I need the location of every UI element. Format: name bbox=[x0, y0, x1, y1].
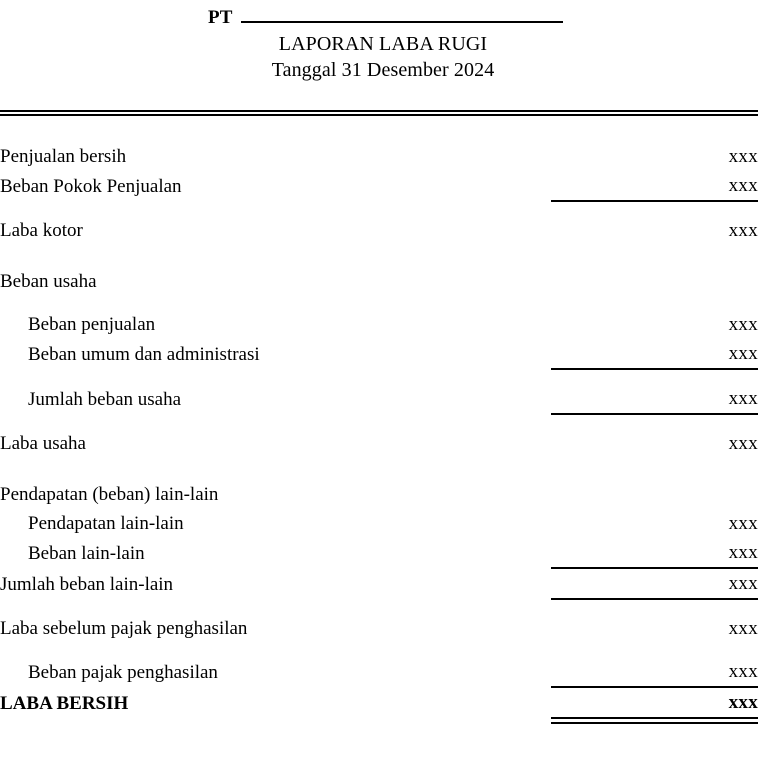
income-statement-table bbox=[0, 112, 758, 724]
spacer-row bbox=[0, 296, 758, 310]
line-item-amount: xxx bbox=[728, 692, 758, 713]
line-item-amount: xxx bbox=[728, 388, 758, 409]
company-name-line bbox=[208, 3, 563, 29]
line-item-amount bbox=[551, 267, 758, 296]
table-row bbox=[0, 171, 758, 201]
table-row bbox=[0, 267, 758, 296]
spacer-row bbox=[0, 370, 758, 384]
table-row bbox=[0, 310, 758, 339]
line-item-amount: xxx bbox=[728, 175, 758, 196]
spacer-row bbox=[0, 415, 758, 429]
line-item-amount: xxx bbox=[728, 618, 758, 639]
line-item-label: Beban umum dan administrasi bbox=[28, 344, 260, 365]
line-item-label: Laba kotor bbox=[0, 220, 83, 241]
table-row bbox=[0, 569, 758, 599]
line-item-amount bbox=[551, 480, 758, 509]
line-item-label: Jumlah beban lain-lain bbox=[0, 574, 174, 595]
line-item-label: LABA BERSIH bbox=[0, 693, 129, 714]
spacer-cell bbox=[0, 370, 758, 384]
line-item-amount: xxx bbox=[728, 343, 758, 364]
table-row bbox=[0, 509, 758, 538]
line-item-label: Penjualan bersih bbox=[0, 146, 127, 167]
line-item-amount: xxx bbox=[728, 146, 758, 167]
table-row bbox=[0, 480, 758, 509]
line-item-amount: xxx bbox=[728, 433, 758, 454]
line-item-amount: xxx bbox=[728, 513, 758, 534]
rule-left-spacer bbox=[0, 718, 551, 723]
line-item-amount: xxx bbox=[728, 661, 758, 682]
document-header bbox=[0, 0, 758, 112]
line-item-amount: xxx bbox=[728, 220, 758, 241]
line-item-amount: xxx bbox=[728, 542, 758, 563]
table-row bbox=[0, 142, 758, 171]
spacer-cell bbox=[0, 415, 758, 429]
page-title: LAPORAN LABA RUGI bbox=[278, 33, 488, 55]
spacer-row bbox=[0, 245, 758, 267]
spacer-row bbox=[0, 643, 758, 657]
table-row bbox=[0, 688, 758, 718]
company-prefix-label: PT bbox=[208, 7, 233, 28]
table-row bbox=[0, 216, 758, 245]
statement-rows bbox=[0, 112, 758, 723]
spacer-row bbox=[0, 458, 758, 480]
line-item-label: Laba sebelum pajak penghasilan bbox=[0, 618, 248, 639]
rule-segment bbox=[551, 718, 758, 723]
spacer-cell bbox=[0, 458, 758, 480]
table-row bbox=[0, 538, 758, 568]
statement-body bbox=[0, 112, 758, 724]
table-row bbox=[0, 384, 758, 414]
spacer-cell bbox=[0, 643, 758, 657]
line-item-label: Beban Pokok Penjualan bbox=[0, 176, 182, 197]
line-item-amount: xxx bbox=[728, 314, 758, 335]
spacer-cell bbox=[0, 600, 758, 614]
line-item-label: Beban pajak penghasilan bbox=[28, 662, 218, 683]
line-item-label: Pendapatan lain-lain bbox=[28, 513, 184, 534]
line-item-label: Beban penjualan bbox=[28, 314, 156, 335]
table-row bbox=[0, 339, 758, 369]
table-row bbox=[0, 429, 758, 458]
line-item-label: Beban usaha bbox=[0, 271, 97, 292]
line-item-label: Laba usaha bbox=[0, 433, 86, 454]
spacer-cell bbox=[0, 202, 758, 216]
spacer-cell bbox=[0, 112, 758, 142]
spacer-cell bbox=[0, 296, 758, 310]
line-item-label: Beban lain-lain bbox=[28, 543, 145, 564]
page-subtitle-date: Tanggal 31 Desember 2024 bbox=[271, 59, 495, 81]
line-item-amount: xxx bbox=[728, 573, 758, 594]
spacer-cell bbox=[0, 245, 758, 267]
spacer-row bbox=[0, 600, 758, 614]
total-rule-double bbox=[0, 718, 758, 723]
table-row bbox=[0, 657, 758, 687]
spacer-row bbox=[0, 112, 758, 142]
line-item-label: Pendapatan (beban) lain-lain bbox=[0, 484, 219, 505]
spacer-row bbox=[0, 202, 758, 216]
table-row bbox=[0, 614, 758, 643]
company-name-blank-field[interactable] bbox=[241, 3, 563, 23]
line-item-label: Jumlah beban usaha bbox=[28, 389, 182, 410]
